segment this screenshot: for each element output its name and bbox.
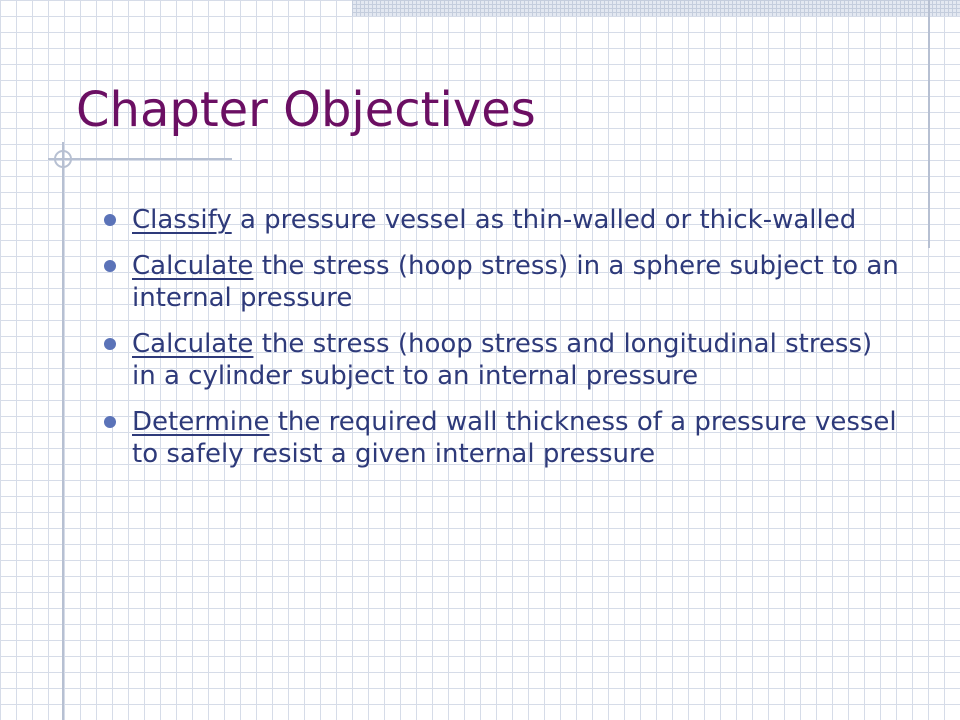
bullet-dot-icon — [104, 214, 116, 226]
objective-verb: Classify — [132, 205, 232, 235]
right-vertical-rule — [928, 0, 930, 248]
slide-title: Chapter Objectives — [76, 82, 536, 138]
objective-verb: Calculate — [132, 251, 254, 281]
objective-text: the required wall thickness of a pressure vessel to safely resist a given internal pressure — [132, 407, 897, 469]
objective-text: the stress (hoop stress) in a sphere subject to an internal pressure — [132, 251, 899, 313]
bullet-dot-icon — [104, 416, 116, 428]
objective-item — [100, 328, 900, 392]
objective-verb: Calculate — [132, 329, 254, 359]
objective-item — [100, 250, 900, 314]
objectives-list — [100, 204, 900, 484]
circle-crosshair-icon — [54, 150, 72, 168]
bullet-dot-icon — [104, 260, 116, 272]
objective-text: a pressure vessel as thin-walled or thick-walled — [231, 205, 857, 235]
bullet-dot-icon — [104, 338, 116, 350]
objective-verb: Determine — [132, 407, 270, 437]
objective-text: the stress (hoop stress and longitudinal stress) in a cylinder subject to an internal pressure — [132, 329, 873, 391]
objective-item — [100, 204, 900, 236]
left-vertical-rule — [62, 142, 64, 720]
title-horizontal-rule — [48, 158, 232, 160]
corner-pattern-block — [352, 0, 960, 16]
objective-item — [100, 406, 900, 470]
